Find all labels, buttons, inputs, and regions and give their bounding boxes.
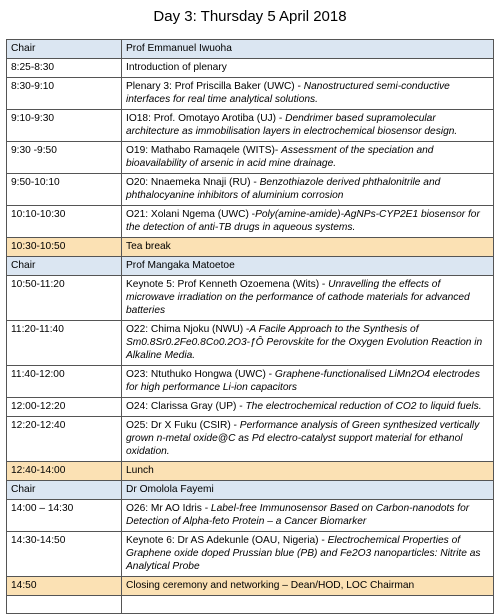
- description-cell: [122, 78, 494, 110]
- schedule-row: [7, 366, 494, 398]
- speaker-text: O20: Nnaemeka Nnaji (RU) -: [126, 177, 260, 188]
- schedule-row: [7, 78, 494, 110]
- time-cell: [7, 596, 122, 614]
- page-title: Day 3: Thursday 5 April 2018: [153, 8, 347, 25]
- speaker-text: O19: Mathabo Ramaqele (WITS)-: [126, 145, 282, 156]
- speaker-text: Tea break: [126, 241, 171, 252]
- schedule-row: [7, 142, 494, 174]
- description-cell: [122, 577, 494, 596]
- description-cell: [122, 481, 494, 500]
- description-cell: [122, 398, 494, 417]
- description-cell: [122, 40, 494, 59]
- talk-title: Performance analysis of Green synthesized vertically grown n-metal oxide@C as Pd electro-catalyst support material for ethanol oxidation.: [126, 420, 480, 457]
- talk-title: Nanostructured semi-conductive interfaces for real time analytical solutions.: [126, 81, 450, 105]
- schedule-row: [7, 40, 494, 59]
- time-cell: 11:40-12:00: [7, 366, 122, 398]
- schedule-row: [7, 110, 494, 142]
- time-cell: 9:30 -9:50: [7, 142, 122, 174]
- talk-title: Label-free Immunosensor Based on Carbon-nanodots for Detection of Alpha-feto Protein – a Cancer Biomarker: [126, 503, 470, 527]
- time-cell: 12:20-12:40: [7, 417, 122, 462]
- schedule-row: [7, 481, 494, 500]
- time-cell: 10:30-10:50: [7, 238, 122, 257]
- speaker-text: Closing ceremony and networking – Dean/HOD, LOC Chairman: [126, 580, 415, 591]
- schedule-row: [7, 417, 494, 462]
- description-cell: [122, 238, 494, 257]
- talk-title: Assessment of the speciation and bioavailability of arsenic in acid mine drainage.: [126, 145, 434, 169]
- schedule-row: [7, 462, 494, 481]
- schedule-table: [6, 39, 494, 614]
- schedule-row: [7, 321, 494, 366]
- speaker-text: Plenary 3: Prof Priscilla Baker (UWC) -: [126, 81, 304, 92]
- schedule-row: [7, 398, 494, 417]
- description-cell: [122, 142, 494, 174]
- speaker-text: Prof Mangaka Matoetoe: [126, 260, 235, 271]
- time-cell: 12:40-14:00: [7, 462, 122, 481]
- time-cell: Chair: [7, 257, 122, 276]
- description-cell: [122, 596, 494, 614]
- speaker-text: Lunch: [126, 465, 154, 476]
- time-cell: 10:10-10:30: [7, 206, 122, 238]
- speaker-text: O26: Mr AO Idris -: [126, 503, 211, 514]
- description-cell: [122, 321, 494, 366]
- talk-title: Electrochemical Properties of Graphene oxide doped Prussian blue (PB) and Fe2O3 nanoparticles: Nitrite as Analytical Probe: [126, 535, 481, 572]
- description-cell: [122, 110, 494, 142]
- speaker-text: O21: Xolani Ngema (UWC) -: [126, 209, 256, 220]
- talk-title: Unravelling the effects of microwave irradiation on the performance of cathode materials for advanced batteries: [126, 279, 470, 316]
- schedule-row: [7, 206, 494, 238]
- speaker-text: O23: Ntuthuko Hongwa (UWC) -: [126, 369, 275, 380]
- schedule-body: [7, 40, 494, 614]
- time-cell: 9:10-9:30: [7, 110, 122, 142]
- speaker-text: IO18: Prof. Omotayo Arotiba (UJ) -: [126, 113, 286, 124]
- speaker-text: Dr Omolola Fayemi: [126, 484, 214, 495]
- time-cell: 14:30-14:50: [7, 532, 122, 577]
- description-cell: [122, 417, 494, 462]
- time-cell: Chair: [7, 40, 122, 59]
- description-cell: [122, 174, 494, 206]
- description-cell: [122, 206, 494, 238]
- schedule-row: [7, 257, 494, 276]
- time-cell: Chair: [7, 481, 122, 500]
- schedule-row: [7, 276, 494, 321]
- speaker-text: O22: Chima Njoku (NWU) -: [126, 324, 250, 335]
- speaker-text: Keynote 6: Dr AS Adekunle (OAU, Nigeria) -: [126, 535, 328, 546]
- time-cell: 8:25-8:30: [7, 59, 122, 78]
- time-cell: 12:00-12:20: [7, 398, 122, 417]
- talk-title: Poly(amine-amide)-AgNPs-CYP2E1 biosensor for the detection of anti-TB drugs in aqueous systems.: [126, 209, 480, 233]
- speaker-text: Keynote 5: Prof Kenneth Ozoemena (Wits) -: [126, 279, 329, 290]
- description-cell: [122, 257, 494, 276]
- description-cell: [122, 500, 494, 532]
- time-cell: 9:50-10:10: [7, 174, 122, 206]
- speaker-text: Prof Emmanuel Iwuoha: [126, 43, 232, 54]
- schedule-row: [7, 238, 494, 257]
- schedule-row: [7, 59, 494, 78]
- schedule-row: [7, 596, 494, 614]
- description-cell: [122, 366, 494, 398]
- time-cell: 14:00 – 14:30: [7, 500, 122, 532]
- talk-title: A Facile Approach to the Synthesis of Sm0.8Sr0.2Fe0.8Co0.2O3-ƒÔ Perovskite for the Oxygen Evolution Reaction in Alkaline Media.: [126, 324, 483, 361]
- description-cell: [122, 462, 494, 481]
- description-cell: [122, 59, 494, 78]
- talk-title: Graphene-functionalised LiMn2O4 electrodes for high performance Li-ion capacitors: [126, 369, 480, 393]
- schedule-row: [7, 500, 494, 532]
- time-cell: 11:20-11:40: [7, 321, 122, 366]
- talk-title: The electrochemical reduction of CO2 to liquid fuels.: [245, 401, 482, 412]
- speaker-text: Introduction of plenary: [126, 62, 227, 73]
- description-cell: [122, 276, 494, 321]
- speaker-text: O25: Dr X Fuku (CSIR) -: [126, 420, 240, 431]
- time-cell: 14:50: [7, 577, 122, 596]
- talk-title: Dendrimer based supramolecular architecture as immobilisation layers in electrochemical biosensor design.: [126, 113, 458, 137]
- schedule-row: [7, 577, 494, 596]
- time-cell: 8:30-9:10: [7, 78, 122, 110]
- schedule-row: [7, 174, 494, 206]
- talk-title: Benzothiazole derived phthalonitrile and phthalocyanine inhibitors of aluminium corrosion: [126, 177, 441, 201]
- speaker-text: O24: Clarissa Gray (UP) -: [126, 401, 246, 412]
- time-cell: 10:50-11:20: [7, 276, 122, 321]
